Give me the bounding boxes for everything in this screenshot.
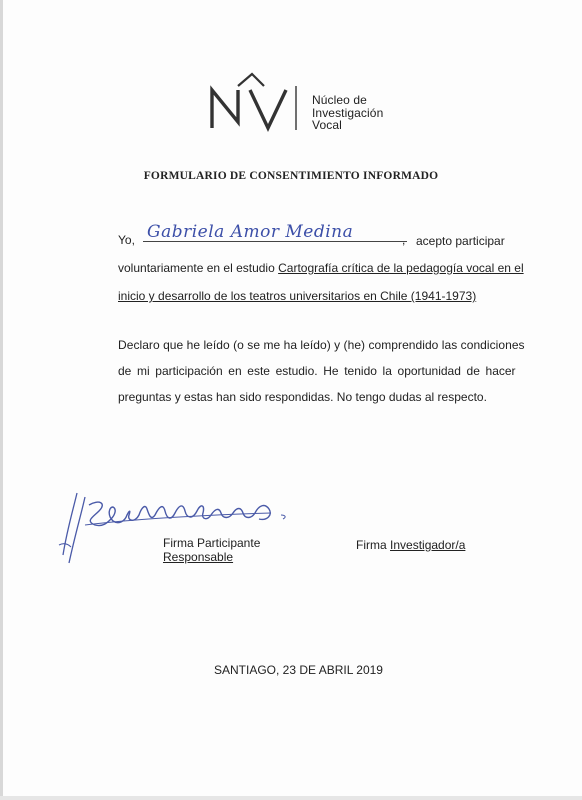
participant-name-field [143,222,407,244]
researcher-label-underlined: Investigador/a [390,538,466,552]
form-title: FORMULARIO DE CONSENTIMIENTO INFORMADO [143,170,439,182]
logo-text-line3: Vocal [312,118,342,132]
date-line: SANTIAGO, 23 DE ABRIL 2019 [214,663,383,677]
participant-signature-label: Firma Participante [163,536,261,550]
researcher-signature-label [356,538,465,552]
declaration-line3: preguntas y estas han sido respondidas. No tengo dudas al respecto. [118,390,487,404]
declaration-line2: de mi participación en este estudio. He tenido la oportunidad de hacer [118,364,516,378]
handwritten-signature-icon [55,485,295,580]
researcher-label-prefix: Firma [356,538,387,552]
consent-accept-text: acepto participar [416,234,505,248]
participant-signature-label-responsable: Responsable [163,550,234,564]
consent-comma: , [402,233,406,247]
scan-edge-left [0,0,3,800]
logo-text-line1: Núcleo de [312,93,367,107]
scan-edge-bottom [0,796,582,800]
nucleo-logo-icon [208,70,308,134]
logo-text [312,94,383,132]
study-title-part1: Cartografía crítica de la pedagogía vocal en el [278,261,524,275]
consent-line2-prefix: voluntariamente en el estudio [118,261,275,275]
study-title-part2: inicio y desarrollo de los teatros universitarios en Chile (1941-1973) [118,289,477,303]
participant-name-handwritten: Gabriela Amor Medina [147,222,354,242]
logo-text-line2: Investigación [312,105,384,120]
consent-prefix: Yo, [118,233,135,247]
declaration-line1: Declaro que he leído (o se me ha leído) y (he) comprendido las condiciones [118,338,525,352]
